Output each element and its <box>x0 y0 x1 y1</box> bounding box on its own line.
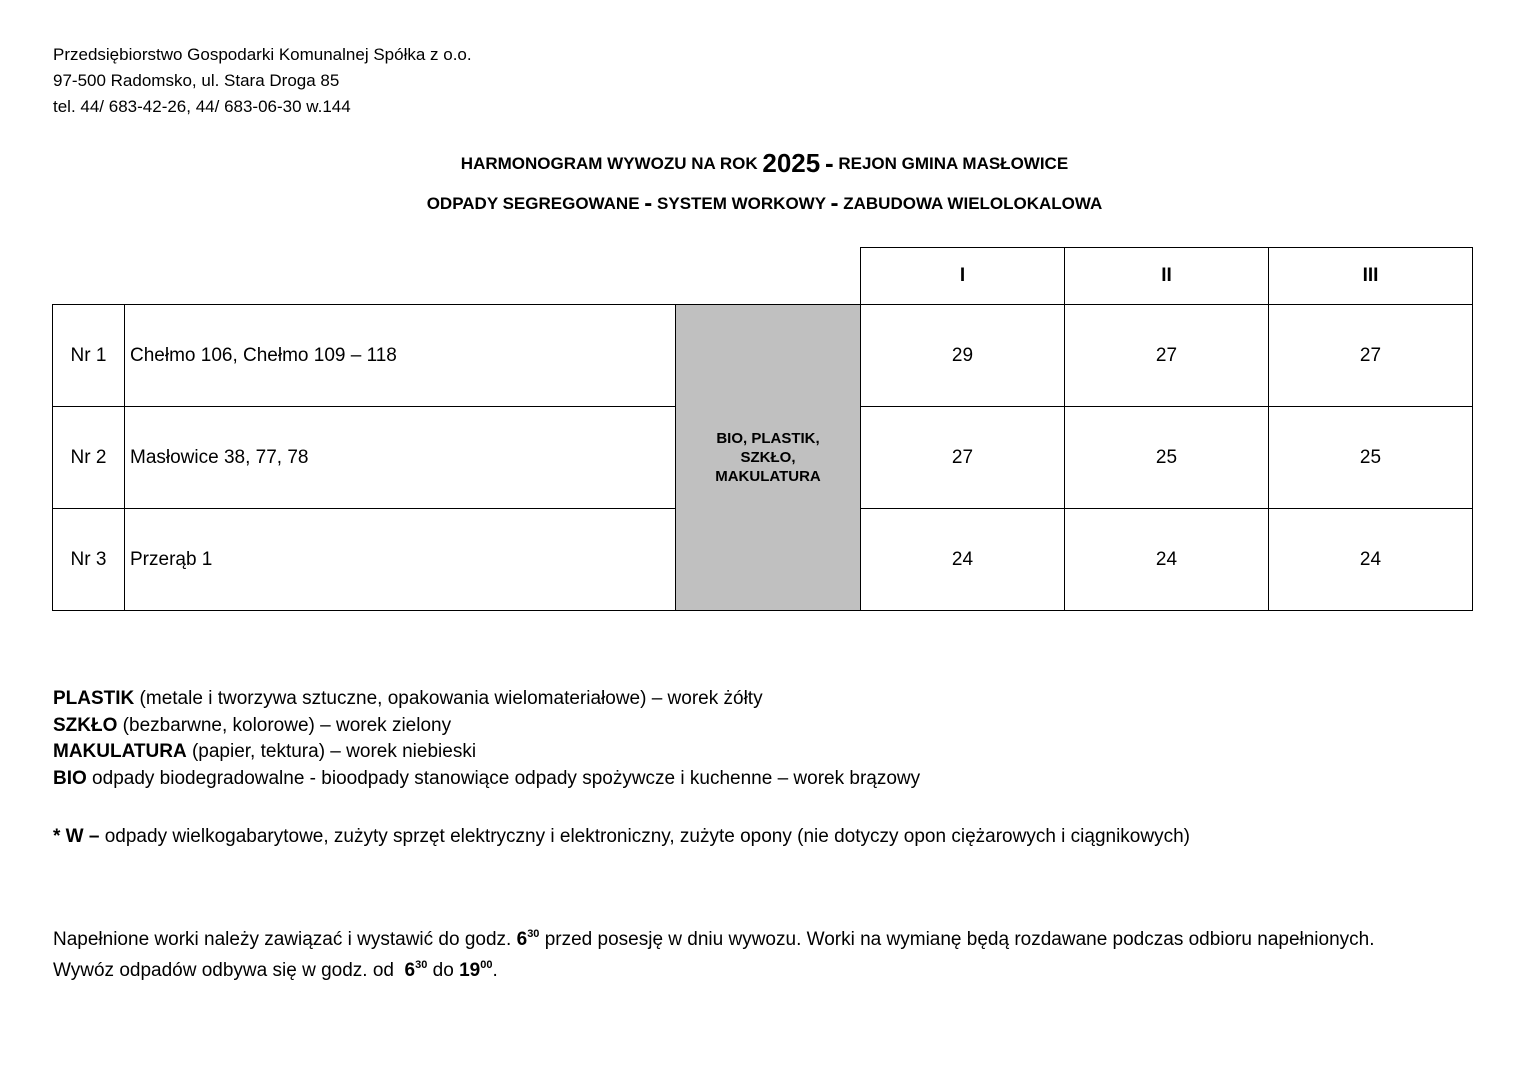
pickup-date: 24 <box>1065 509 1269 611</box>
route-address: Chełmo 106, Chełmo 109 – 118 <box>125 305 676 407</box>
title-part1: HARMONOGRAM WYWOZU NA ROK <box>460 154 758 173</box>
document-title <box>0 148 1529 179</box>
table-header-row <box>53 248 1473 305</box>
footer-line-1 <box>53 924 1375 955</box>
pickup-date: 27 <box>1269 305 1473 407</box>
company-name: Przedsiębiorstwo Gospodarki Komunalnej Spółka z o.o. <box>53 45 472 64</box>
subtitle-part2: SYSTEM WORKOWY <box>657 194 826 213</box>
legend-term: SZKŁO <box>53 714 118 736</box>
waste-legend <box>53 686 920 792</box>
month-header: III <box>1269 248 1473 305</box>
pickup-date: 25 <box>1065 407 1269 509</box>
legend-item <box>53 739 920 766</box>
time-hour: 6 <box>404 960 416 981</box>
legend-desc: (bezbarwne, kolorowe) – worek zielony <box>117 714 452 736</box>
company-address: 97-500 Radomsko, ul. Stara Droga 85 <box>53 71 340 90</box>
waste-type-cell <box>676 305 861 611</box>
pickup-date: 24 <box>861 509 1065 611</box>
document-subtitle <box>0 190 1529 218</box>
schedule-table <box>52 247 1473 611</box>
note-term: * W – <box>53 826 100 847</box>
bulky-waste-note <box>53 826 1190 848</box>
route-address: Masłowice 38, 77, 78 <box>125 407 676 509</box>
legend-term: BIO <box>53 767 87 789</box>
legend-item <box>53 686 920 713</box>
time-hour: 19 <box>459 960 481 981</box>
route-address: Przerąb 1 <box>125 509 676 611</box>
legend-item <box>53 713 920 740</box>
subtitle-dash-2: - <box>830 190 839 217</box>
legend-desc: (metale i tworzywa sztuczne, opakowania wielomateriałowe) – worek żółty <box>134 688 763 709</box>
pickup-date: 25 <box>1269 407 1473 509</box>
footer-text: Wywóz odpadów odbywa się w godz. od <box>53 960 405 981</box>
pickup-date: 24 <box>1269 509 1473 611</box>
pickup-date: 27 <box>1065 305 1269 407</box>
subtitle-part1: ODPADY SEGREGOWANE <box>426 194 640 213</box>
month-header: II <box>1065 248 1269 305</box>
footer-instructions <box>53 924 1375 986</box>
month-header: I <box>861 248 1065 305</box>
route-number: Nr 1 <box>53 305 125 407</box>
time-hour: 6 <box>516 929 528 950</box>
subtitle-dash-1: - <box>644 190 653 217</box>
title-part2: REJON GMINA MASŁOWICE <box>838 154 1069 173</box>
table-row <box>53 305 1473 407</box>
footer-text: do <box>427 960 460 981</box>
route-number: Nr 2 <box>53 407 125 509</box>
footer-line-2 <box>53 955 1375 986</box>
footer-text: Napełnione worki należy zawiązać i wystawić do godz. <box>53 929 517 950</box>
company-header <box>53 42 472 120</box>
title-year: 2025 <box>762 148 821 178</box>
note-desc: odpady wielkogabarytowe, zużyty sprzęt elektryczny i elektroniczny, zużyte opony (nie dotyczy opon ciężarowych i ciągnikowych) <box>99 826 1190 847</box>
legend-desc: (papier, tektura) – worek niebieski <box>186 741 477 762</box>
subtitle-part3: ZABUDOWA WIELOLOKALOWA <box>843 194 1103 213</box>
legend-term: PLASTIK <box>53 688 135 709</box>
footer-text: przed posesję w dniu wywozu. Worki na wymianę będą rozdawane podczas odbioru napełnionych. <box>539 929 1375 950</box>
time-minutes: 00 <box>480 959 493 971</box>
footer-text: . <box>492 960 498 981</box>
legend-item <box>53 766 920 793</box>
pickup-date: 27 <box>861 407 1065 509</box>
waste-type-label: BIO, PLASTIK, SZKŁO, MAKULATURA <box>715 430 821 485</box>
route-number: Nr 3 <box>53 509 125 611</box>
legend-desc: odpady biodegradowalne - bioodpady stanowiące odpady spożywcze i kuchenne – worek brązowy <box>86 767 921 789</box>
pickup-date: 29 <box>861 305 1065 407</box>
title-dash: - <box>824 148 834 178</box>
time-minutes: 30 <box>527 928 540 940</box>
time-minutes: 30 <box>415 959 428 971</box>
legend-term: MAKULATURA <box>53 741 187 762</box>
company-phone: tel. 44/ 683-42-26, 44/ 683-06-30 w.144 <box>53 97 351 116</box>
